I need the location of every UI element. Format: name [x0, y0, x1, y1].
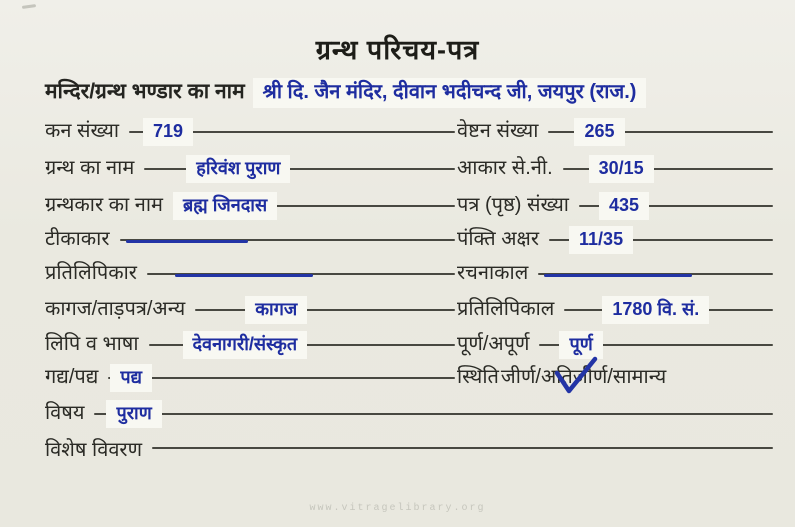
scan-artifact: [22, 4, 36, 9]
field-row: [45, 296, 775, 326]
field-area: [118, 226, 457, 256]
copyist-label: प्रतिलिपिकार: [45, 262, 137, 284]
lines-letters-field: [457, 226, 775, 256]
field-row: [45, 155, 775, 185]
prose-verse-value: पद्य: [110, 364, 152, 392]
page-count-field: [457, 192, 775, 222]
field-area: [577, 192, 775, 222]
bundle-number-label: वेष्टन संख्या: [457, 120, 539, 142]
blank-pen-stroke: [175, 274, 313, 277]
page-count-value: 435: [599, 192, 649, 220]
completeness-label: पूर्ण/अपूर्ण: [457, 333, 530, 355]
condition-options-text: जीर्ण/अतिजीर्ण/सामान्य: [500, 366, 667, 388]
field-area: [562, 296, 775, 326]
rule-line: [94, 413, 773, 415]
condition-label: स्थिति: [457, 366, 499, 388]
material-label: कागज/ताड़पत्र/अन्य: [45, 298, 186, 320]
prose-verse-field: [45, 364, 457, 394]
field-area: [546, 118, 775, 148]
field-area: [106, 364, 457, 394]
card-title: ग्रन्थ परिचय-पत्र: [315, 35, 480, 65]
lines-letters-label: पंक्ति अक्षर: [457, 228, 540, 250]
field-area: [536, 260, 775, 290]
copy-date-label: प्रतिलिपिकाल: [457, 298, 555, 320]
bundle-number-value: 265: [574, 118, 624, 146]
field-area: [150, 437, 775, 467]
field-row: [45, 331, 775, 361]
field-row: [45, 192, 775, 222]
subject-value: पुराण: [106, 400, 161, 428]
author-value: ब्रह्म जिनदास: [173, 192, 277, 220]
field-area: [171, 192, 457, 222]
field-area: [147, 331, 458, 361]
granth-name-field: [45, 155, 457, 185]
owner-row: [45, 78, 775, 108]
field-row: [45, 364, 775, 394]
size-label: आकार से.नी.: [457, 157, 553, 179]
commentator-field: [45, 226, 457, 256]
composition-date-label: रचनाकाल: [457, 262, 529, 284]
condition-options: [501, 364, 666, 391]
completeness-value: पूर्ण: [559, 331, 602, 359]
script-language-value: देवनागरी/संस्कृत: [183, 331, 308, 359]
script-language-field: [45, 331, 457, 361]
serial-number-label: कन संख्या: [45, 120, 120, 142]
author-field: [45, 192, 457, 222]
granth-name-label: ग्रन्थ का नाम: [45, 157, 135, 179]
serial-number-value: 719: [143, 118, 193, 146]
field-area: [561, 155, 775, 185]
condition-field: [457, 364, 775, 391]
bundle-number-field: [457, 118, 775, 148]
owner-label: मन्दिर/ग्रन्थ भण्डार का नाम: [45, 80, 245, 103]
field-area: [145, 260, 457, 290]
prose-verse-label: गद्य/पद्य: [45, 366, 99, 388]
completeness-field: [457, 331, 775, 361]
subject-label: विषय: [45, 402, 85, 424]
special-details-label: विशेष विवरण: [45, 439, 143, 461]
commentator-label: टीकाकार: [45, 228, 110, 250]
rule-line: [108, 377, 455, 379]
lines-letters-value: 11/35: [569, 226, 633, 254]
field-area: [547, 226, 775, 256]
field-area: [92, 400, 775, 430]
material-value: कागज: [245, 296, 307, 324]
script-language-label: लिपि व भाषा: [45, 333, 139, 355]
checkmark-icon: [553, 355, 599, 397]
composition-date-field: [457, 260, 775, 290]
field-row: [45, 118, 775, 148]
field-row: [45, 226, 775, 256]
copy-date-value: 1780 वि. सं.: [602, 296, 709, 324]
serial-number-field: [45, 118, 457, 148]
field-area: [127, 118, 457, 148]
special-details-row: [45, 437, 775, 467]
page-count-label: पत्र (पृष्ठ) संख्या: [457, 194, 569, 216]
field-area: [142, 155, 457, 185]
size-value: 30/15: [589, 155, 654, 183]
rule-line: [152, 447, 773, 449]
owner-value: श्री दि. जैन मंदिर, दीवान भदीचन्द जी, जयपुर (राज.): [253, 78, 647, 108]
field-row: [45, 260, 775, 290]
blank-pen-stroke: [126, 240, 248, 243]
watermark-text: www.vitragelibrary.org: [309, 503, 486, 514]
granth-name-value: हरिवंश पुराण: [186, 155, 290, 183]
author-label: ग्रन्थकार का नाम: [45, 194, 164, 216]
subject-row: [45, 400, 775, 430]
copyist-field: [45, 260, 457, 290]
rule-line: [195, 309, 455, 311]
size-field: [457, 155, 775, 185]
blank-pen-stroke: [544, 274, 692, 277]
field-area: [193, 296, 457, 326]
copy-date-field: [457, 296, 775, 326]
material-field: [45, 296, 457, 326]
